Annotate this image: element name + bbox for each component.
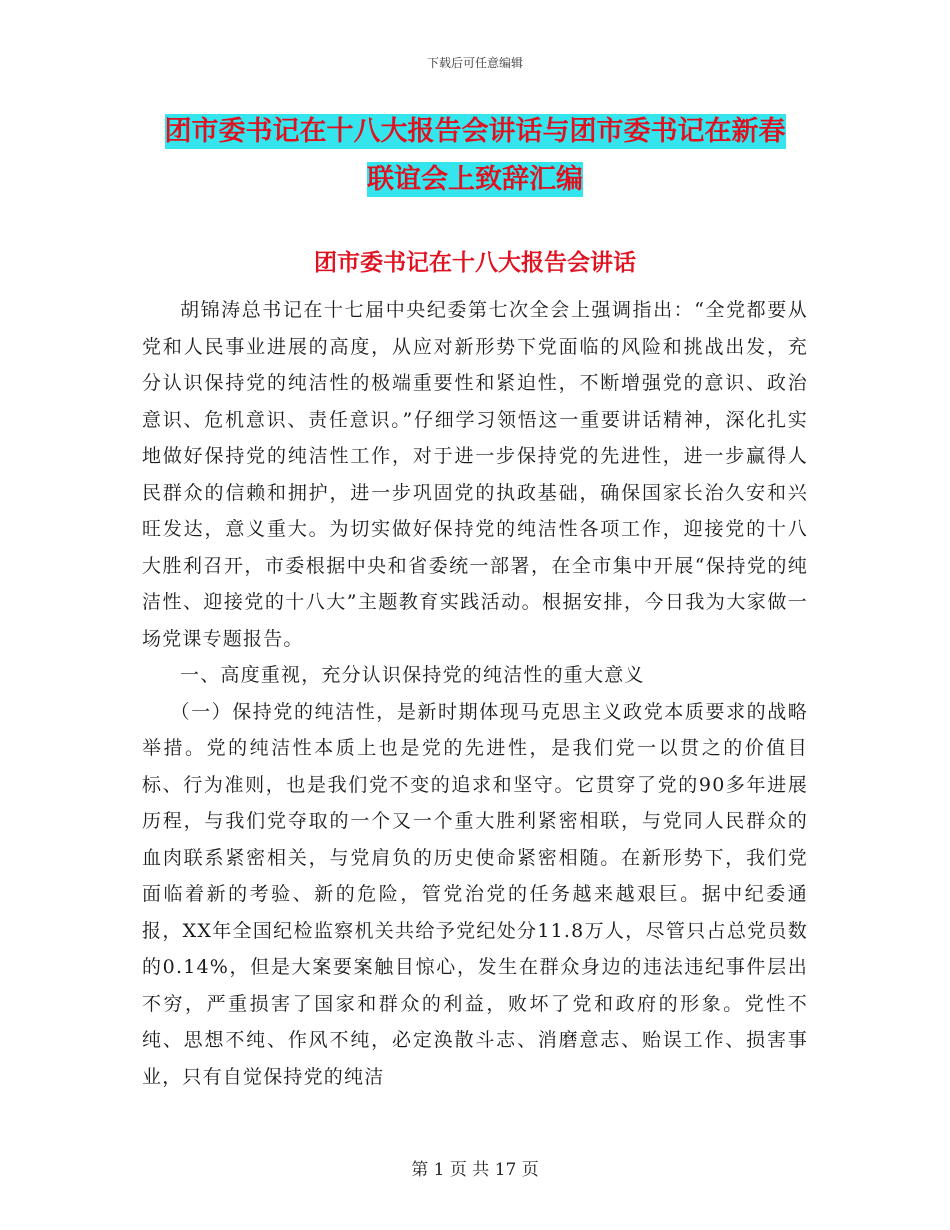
- title-line-1: 团市委书记在十八大报告会讲话与团市委书记在新春: [164, 116, 786, 147]
- heading-part-one: 一、高度重视，充分认识保持党的纯洁性的重大意义: [180, 664, 645, 686]
- page-number: 第 1 页 共 17 页: [411, 1160, 539, 1180]
- section-title: 团市委书记在十八大报告会讲话: [314, 250, 636, 276]
- paragraph-intro: 胡锦涛总书记在十七届中央纪委第七次全会上强调指出：“全党都要从党和人民事业进展的高度，从应对新形势下党面临的风险和挑战出发，充分认识保持党的纯洁性的极端重要性和紧迫性，不断增强党的意识、政治意识、危机意识、责任意识。”仔细学习领悟这一重要讲话精神，深化扎实地做好保持党的纯洁性工作，对于进一步保持党的先进性，进一步赢得人民群众的信赖和拥护，进一步巩固党的执政基础，确保国家长治久安和兴旺发达，意义重大。为切实做好保持党的纯洁性各项工作，迎接党的十八大胜利召开，市委根据中央和省委统一部署，在全市集中开展“保持党的纯洁性、迎接党的十八大”主题教育实践活动。根据安排，今日我为大家做一场党课专题报告。: [142, 299, 808, 650]
- title-line-2: 联谊会上致辞汇编: [367, 164, 583, 195]
- paragraph-point-one: （一）保持党的纯洁性，是新时期体现马克思主义政党本质要求的战略举措。党的纯洁性本质上也是党的先进性，是我们党一以贯之的价值目标、行为准则，也是我们党不变的追求和坚守。它贯穿了党的90多年进展历程，与我们党夺取的一个又一个重大胜利紧密相联，与党同人民群众的血肉联系紧密相关，与党肩负的历史使命紧密相随。在新形势下，我们党面临着新的考验、新的危险，管党治党的任务越来越艰巨。据中纪委通报，XX年全国纪检监察机关共给予党纪处分11.8万人，尽管只占总党员数的0.14%，但是大案要案触目惊心，发生在群众身边的违法违纪事件层出不穷，严重损害了国家和群众的利益，败坏了党和政府的形象。党性不纯、思想不纯、作风不纯，必定涣散斗志、消磨意志、贻误工作、损害事业，只有自觉保持党的纯洁: [142, 700, 808, 1088]
- document-title: [0, 108, 950, 204]
- document-body: [142, 292, 808, 1095]
- header-note: 下载后可任意编辑: [426, 56, 523, 70]
